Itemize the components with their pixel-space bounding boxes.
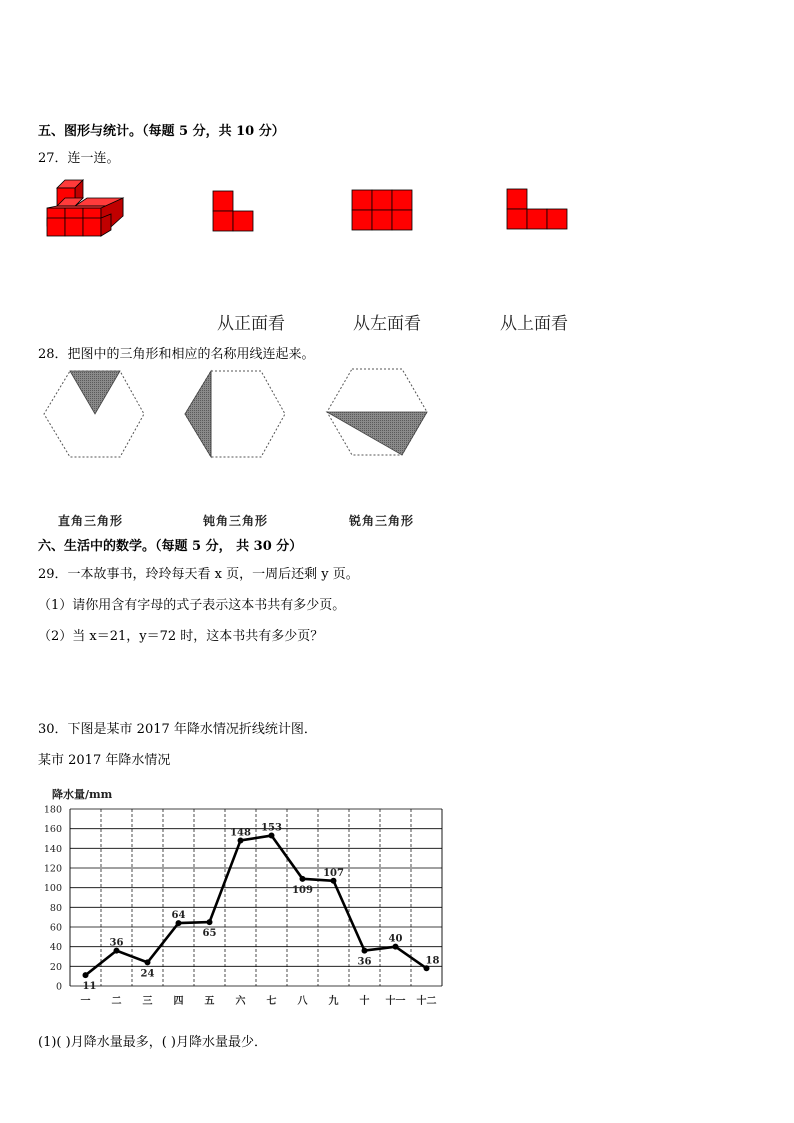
x-tick-label: 五	[204, 996, 215, 1007]
data-label: 109	[292, 884, 313, 896]
data-label: 148	[230, 827, 251, 839]
obtuse-triangle-shaded	[327, 412, 427, 455]
data-label: 36	[109, 937, 124, 949]
x-tick-label: 十	[359, 996, 370, 1007]
q27-label: 27．连一连。	[38, 151, 120, 166]
y-tick-label: 20	[49, 961, 62, 973]
block-view-shape-1	[213, 191, 253, 231]
view-label-top: 从上面看	[500, 314, 568, 334]
y-tick-label: 140	[43, 843, 62, 855]
y-tick-label: 80	[49, 902, 62, 914]
q29-part1: （1）请你用含有字母的式子表示这本书共有多少页。	[38, 598, 346, 613]
q30-label: 30．下图是某市 2017 年降水情况折线统计图．	[38, 722, 317, 737]
data-label: 40	[388, 933, 403, 945]
x-tick-label: 九	[328, 996, 339, 1007]
x-tick-label: 二	[111, 996, 122, 1007]
x-tick-label: 一	[80, 996, 91, 1007]
q28-hexagons	[40, 366, 440, 466]
block-view-shape-3	[507, 189, 567, 229]
view-label-front: 从正面看	[217, 314, 285, 334]
data-label: 65	[202, 928, 217, 940]
y-tick-label: 60	[49, 922, 62, 934]
rainfall-line-chart	[30, 782, 450, 1012]
data-point	[300, 876, 306, 882]
data-point	[362, 948, 368, 954]
triangle-name-2: 钝角三角形	[203, 514, 269, 528]
x-tick-label: 七	[266, 996, 277, 1007]
chart-title: 某市 2017 年降水情况	[38, 753, 171, 768]
triangle-name-1: 直角三角形	[58, 514, 124, 528]
x-tick-label: 八	[297, 996, 308, 1007]
y-tick-label: 100	[43, 883, 62, 895]
right-triangle-shaded	[185, 371, 211, 457]
x-tick-label: 六	[235, 996, 246, 1007]
y-tick-label: 40	[49, 942, 62, 954]
q30-part1: (1)( )月降水量最多，( )月降水量最少．	[38, 1035, 267, 1050]
data-label: 24	[140, 968, 155, 980]
x-tick-label: 十一	[385, 996, 406, 1007]
x-tick-label: 四	[173, 996, 184, 1007]
y-axis-label: 降水量/mm	[52, 788, 113, 801]
triangle-name-3: 锐角三角形	[349, 514, 415, 528]
block-view-shape-2	[352, 190, 412, 230]
q27-block-figures	[30, 170, 590, 250]
section5-heading: 五、图形与统计。（每题 5 分，共 10 分）	[38, 124, 285, 139]
section6-heading: 六、生活中的数学。（每题 5 分， 共 30 分）	[38, 539, 303, 554]
data-label: 18	[425, 955, 440, 967]
data-point	[83, 972, 89, 978]
y-tick-label: 160	[43, 824, 62, 836]
q29-part2: （2）当 x＝21，y＝72 时，这本书共有多少页？	[38, 629, 324, 644]
data-label: 11	[82, 981, 97, 993]
data-label: 64	[171, 910, 186, 922]
data-label: 153	[261, 822, 282, 834]
x-tick-label: 三	[142, 996, 153, 1007]
data-point	[145, 959, 151, 965]
data-label: 107	[323, 867, 344, 879]
x-tick-label: 十二	[416, 996, 437, 1007]
q28-label: 28．把图中的三角形和相应的名称用线连起来。	[38, 347, 315, 362]
data-label: 36	[357, 956, 372, 968]
data-point	[207, 919, 213, 925]
q29-label: 29．一本故事书，玲玲每天看 x 页，一周后还剩 y 页。	[38, 567, 359, 582]
block-solid-figure	[47, 180, 123, 236]
y-tick-label: 0	[55, 981, 62, 993]
view-label-left: 从左面看	[353, 314, 421, 334]
acute-triangle-shaded	[70, 371, 120, 414]
y-tick-label: 120	[43, 863, 62, 875]
y-tick-label: 180	[43, 804, 62, 816]
